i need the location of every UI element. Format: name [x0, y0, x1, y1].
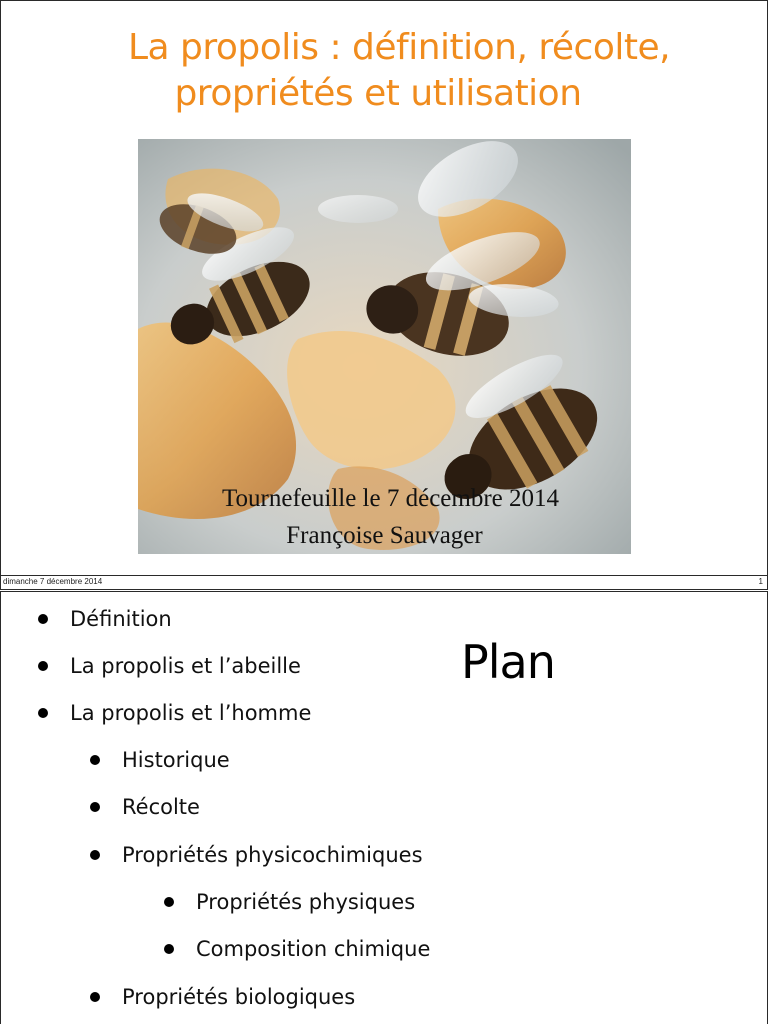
bullet-icon — [90, 992, 100, 1002]
outline-item-text: Historique — [122, 748, 230, 772]
bullet-icon — [38, 614, 48, 624]
plan-outline — [1, 592, 767, 1024]
footer-date: dimanche 7 décembre 2014 — [3, 577, 103, 586]
outline-item-text: Définition — [70, 607, 172, 631]
outline-item-level-1 — [70, 606, 172, 632]
outline-item-text: Composition chimique — [196, 937, 431, 961]
outline-item-text: La propolis et l’abeille — [70, 654, 301, 678]
bullet-icon — [90, 802, 100, 812]
slide-title — [1, 25, 767, 117]
slide-caption-author: Françoise Sauvager — [286, 522, 483, 549]
bullet-icon — [38, 708, 48, 718]
page-footer — [0, 576, 768, 590]
outline-item-text: Propriétés biologiques — [122, 985, 356, 1009]
outline-item-text: Propriétés physicochimiques — [122, 843, 423, 867]
bullet-icon — [164, 897, 174, 907]
outline-item-level-3 — [196, 889, 415, 915]
outline-item-text: Récolte — [122, 795, 200, 819]
bullet-icon — [38, 661, 48, 671]
outline-item-level-1 — [70, 700, 311, 726]
footer-page-number: 1 — [758, 577, 763, 586]
outline-item-level-2 — [122, 984, 355, 1010]
outline-item-level-2 — [122, 842, 423, 868]
outline-item-level-1 — [70, 653, 301, 679]
outline-item-text: Propriétés physiques — [196, 890, 416, 914]
slide-title-line1: La propolis : définition, récolte, — [127, 27, 671, 68]
bullet-icon — [164, 944, 174, 954]
plan-slide — [0, 591, 768, 1024]
outline-item-level-2 — [122, 747, 230, 773]
plan-title: Plan — [461, 635, 555, 689]
bullet-icon — [90, 850, 100, 860]
outline-item-level-2 — [122, 794, 200, 820]
bullet-icon — [90, 755, 100, 765]
slide-caption-place-date: Tournefeuille le 7 décembre 2014 — [222, 485, 559, 512]
outline-item-level-3 — [196, 936, 430, 962]
slide-title-line2: propriétés et utilisation — [174, 73, 582, 114]
outline-item-text: La propolis et l’homme — [70, 701, 312, 725]
